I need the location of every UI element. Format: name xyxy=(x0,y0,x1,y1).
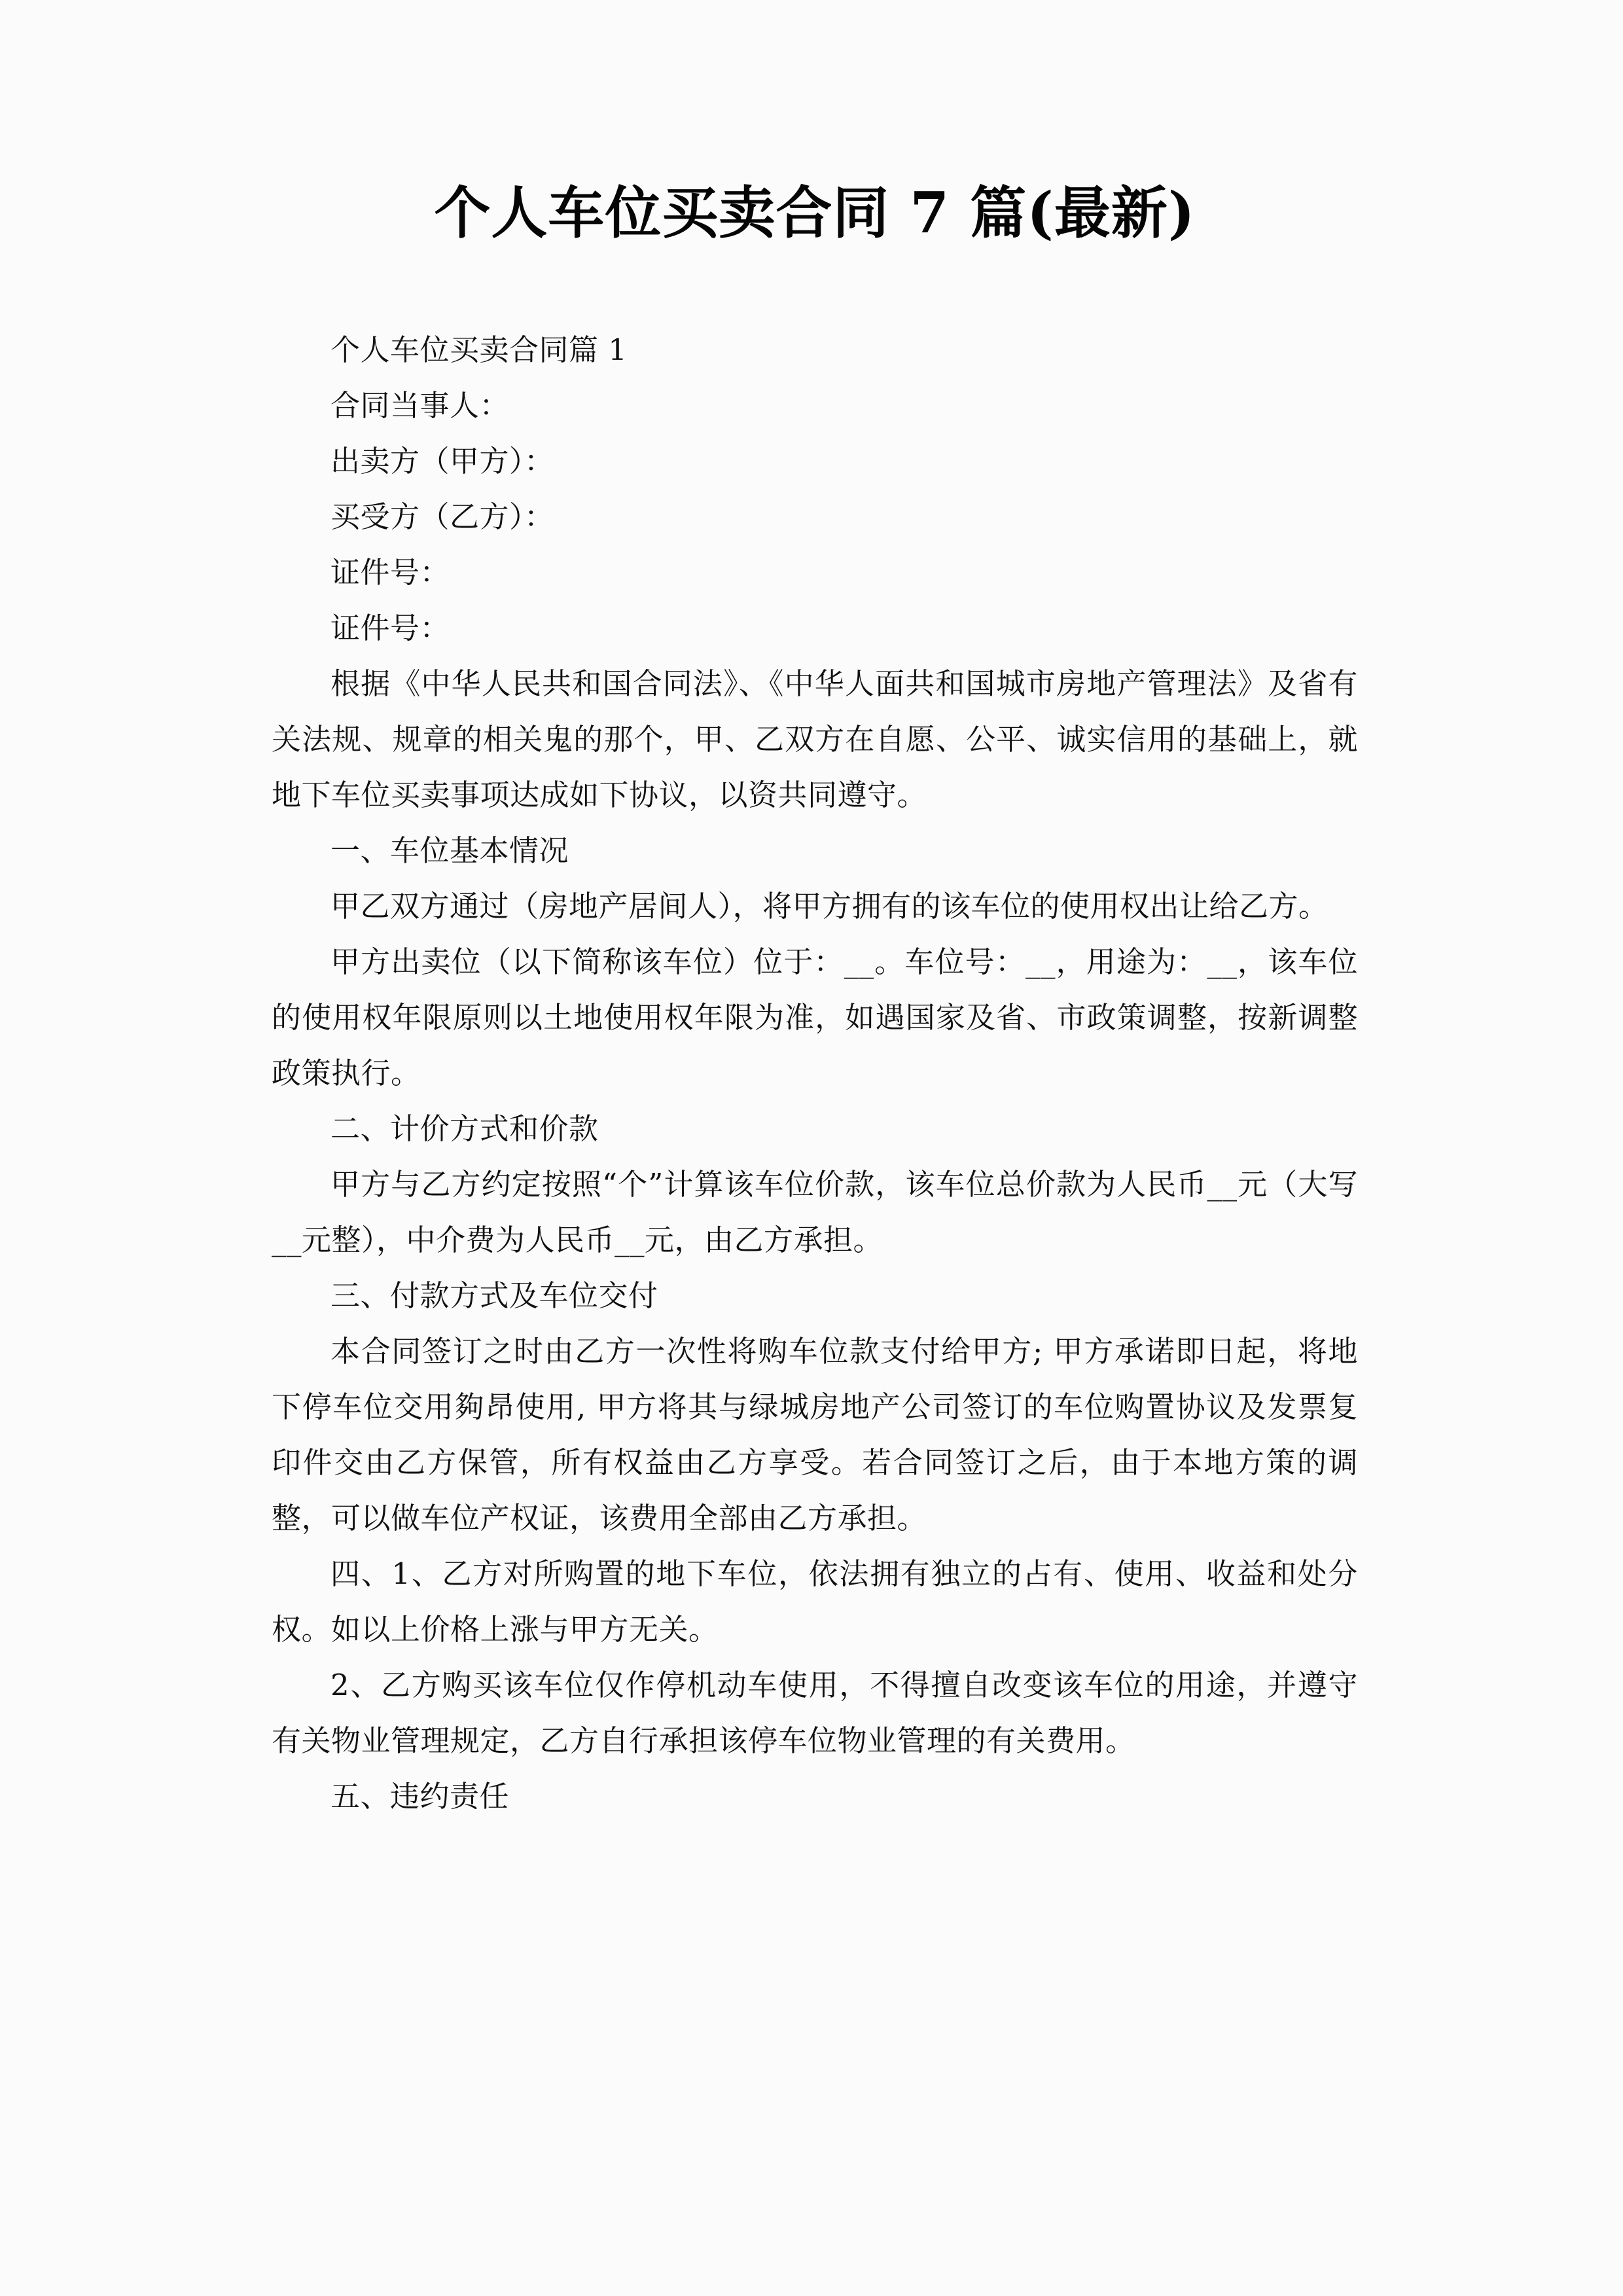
paragraph-section-4-item-2: 2、乙方购买该车位仅作停机动车使用，不得擅自改变该车位的用途，并遵守有关物业管理规定，乙方自行承担该停车位物业管理的有关费用。 xyxy=(272,1667,1358,1758)
paragraph-seller-line: 出卖方（甲方）： xyxy=(330,443,554,478)
paragraph-section-4-item-1: 四、1、乙方对所购置的地下车位，依法拥有独立的占有、使用、收益和处分权。如以上价格上涨与甲方无关。 xyxy=(272,1556,1358,1647)
title-spacer xyxy=(272,249,1358,322)
document-content xyxy=(272,0,1358,1824)
paragraph-id-number-1: 证件号： xyxy=(330,554,450,590)
paragraph-section-1-p1: 甲乙双方通过（房地产居间人），将甲方拥有的该车位的使用权出让给乙方。 xyxy=(330,888,1329,924)
paragraph-id-number-2: 证件号： xyxy=(330,610,450,645)
paragraph-section-2-p1: 甲方与乙方约定按照“个”计算该车位价款，该车位总价款为人民币__元（大写__元整），中介费为人民币__元，由乙方承担。 xyxy=(272,1166,1358,1257)
paragraph-buyer-line: 买受方（乙方）： xyxy=(330,499,554,534)
heading-section-3: 三、付款方式及车位交付 xyxy=(330,1278,658,1313)
paragraph-preamble: 根据《中华人民共和国合同法》、《中华人面共和国城市房地产管理法》及省有关法规、规章的相关鬼的那个，甲、乙双方在自愿、公平、诚实信用的基础上，就地下车位买卖事项达成如下协议，以资共同遵守。 xyxy=(272,666,1358,812)
page-title: 个人车位买卖合同 7 篇(最新) xyxy=(434,180,1196,246)
paragraph-parties-label: 合同当事人： xyxy=(330,387,510,423)
heading-section-2: 二、计价方式和价款 xyxy=(330,1111,599,1146)
heading-section-1: 一、车位基本情况 xyxy=(330,833,569,868)
paragraph-section-3-p1: 本合同签订之时由乙方一次性将购车位款支付给甲方; 甲方承诺即日起，将地下停车位交用夠昂使用, 甲方将其与绿城房地产公司签订的车位购置协议及发票复印件交由乙方保管，所有权益由乙方享受。若合同签订之后，由于本地方策的调整，可以做车位产权证，该费用全部由乙方承担。 xyxy=(272,1333,1358,1535)
paragraph-subtitle: 个人车位买卖合同篇 1 xyxy=(330,332,628,367)
paragraph-section-1-p2: 甲方出卖位（以下简称该车位）位于：__。车位号：__，用途为：__，该车位的使用权年限原则以土地使用权年限为准，如遇国家及省、市政策调整，按新调整政策执行。 xyxy=(272,944,1358,1090)
heading-section-5: 五、违约责任 xyxy=(330,1778,510,1814)
